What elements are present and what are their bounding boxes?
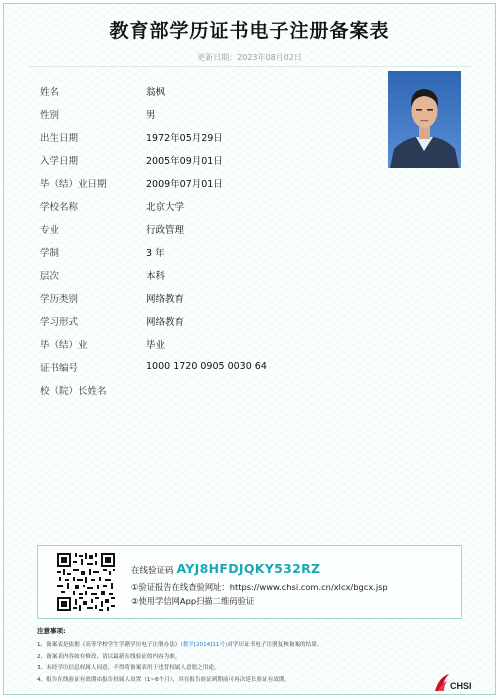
field-label: 学习形式 — [40, 316, 79, 328]
field-row-study-form — [40, 309, 370, 332]
field-row-president-name — [40, 378, 370, 401]
page-title: 教育部学历证书电子注册备案表 — [109, 20, 390, 42]
id-photo — [388, 71, 461, 168]
field-value: 1000 1720 0905 0030 64 — [146, 361, 267, 372]
field-row-education-type — [40, 286, 370, 309]
verification-code-label: 在线验证码 — [131, 566, 174, 576]
divider — [28, 66, 471, 67]
field-value: 网络教育 — [146, 316, 185, 328]
note-item: 2、备案表内容如有修改，请以最新在线验证的内容为准。 — [37, 653, 181, 660]
field-row-school — [40, 194, 370, 217]
notes-title: 注意事项: — [37, 627, 66, 635]
note-item: 3、未经学历信息权属人同意，不得将备案表用于违背权属人意愿之用途。 — [37, 665, 220, 671]
field-label: 毕（结）业日期 — [40, 178, 107, 190]
field-label: 学历类别 — [40, 293, 79, 305]
qr-code[interactable] — [55, 551, 117, 613]
field-row-certificate-number — [40, 355, 370, 378]
field-value: 北京大学 — [146, 201, 185, 213]
note-text: 1、备案表是依据《高等学校学生学籍学历电子注册办法》 — [37, 642, 181, 648]
field-value: 2009年07月01日 — [146, 178, 223, 190]
field-label: 层次 — [40, 270, 60, 282]
field-row-graduation-date — [40, 171, 370, 194]
field-label: 性别 — [40, 109, 60, 121]
field-label: 出生日期 — [40, 132, 79, 144]
registration-form — [3, 3, 496, 695]
note-text: 对学历证书电子注册复核备案的结果。 — [227, 642, 323, 648]
field-value: 翁枫 — [146, 86, 166, 98]
field-label: 校（院）长姓名 — [40, 385, 107, 397]
notes-section — [37, 626, 437, 686]
field-label: 专业 — [40, 224, 60, 236]
field-value: 男 — [146, 109, 156, 121]
note-item — [37, 640, 437, 652]
field-value: 行政管理 — [146, 224, 185, 236]
info-fields — [40, 79, 370, 401]
field-label: 入学日期 — [40, 155, 79, 167]
field-row-enroll-date — [40, 148, 370, 171]
update-date: 更新日期：2023年08月02日 — [197, 53, 302, 62]
verification-app-hint: ②使用学信网App扫描二维码验证 — [131, 596, 255, 606]
field-value: 2005年09月01日 — [146, 155, 223, 167]
field-value: 本科 — [146, 270, 166, 282]
verification-url[interactable]: ①验证报告在线查验网址：https://www.chsi.com.cn/xlcx/bgcx.jsp — [131, 582, 388, 592]
field-row-level — [40, 263, 370, 286]
chsi-logo — [433, 671, 477, 693]
field-row-duration — [40, 240, 370, 263]
field-label: 学制 — [40, 247, 60, 259]
field-label: 毕（结）业 — [40, 339, 88, 351]
field-row-major — [40, 217, 370, 240]
verification-box — [37, 545, 462, 619]
verification-code-line — [131, 561, 320, 576]
field-row-gender — [40, 102, 370, 125]
field-row-birth-date — [40, 125, 370, 148]
field-label: 姓名 — [40, 86, 60, 98]
logo-text: CHSI — [450, 681, 472, 691]
field-value: 网络教育 — [146, 293, 185, 305]
field-row-graduation-status — [40, 332, 370, 355]
field-value: 毕业 — [146, 339, 166, 351]
field-label: 学校名称 — [40, 201, 79, 213]
field-label: 证书编号 — [40, 362, 79, 374]
field-value: 3 年 — [146, 247, 165, 259]
field-row-name — [40, 79, 370, 102]
verification-code: AYJ8HFDJQKY532RZ — [176, 561, 321, 576]
note-item: 4、报告在线验证有效期由报告权属人设置（1~6个月），其在报告验证到期前可再次延长验证有效期。 — [37, 676, 291, 683]
regulation-link[interactable]: (教学[2014]11号) — [180, 642, 228, 648]
field-value: 1972年05月29日 — [146, 132, 223, 144]
